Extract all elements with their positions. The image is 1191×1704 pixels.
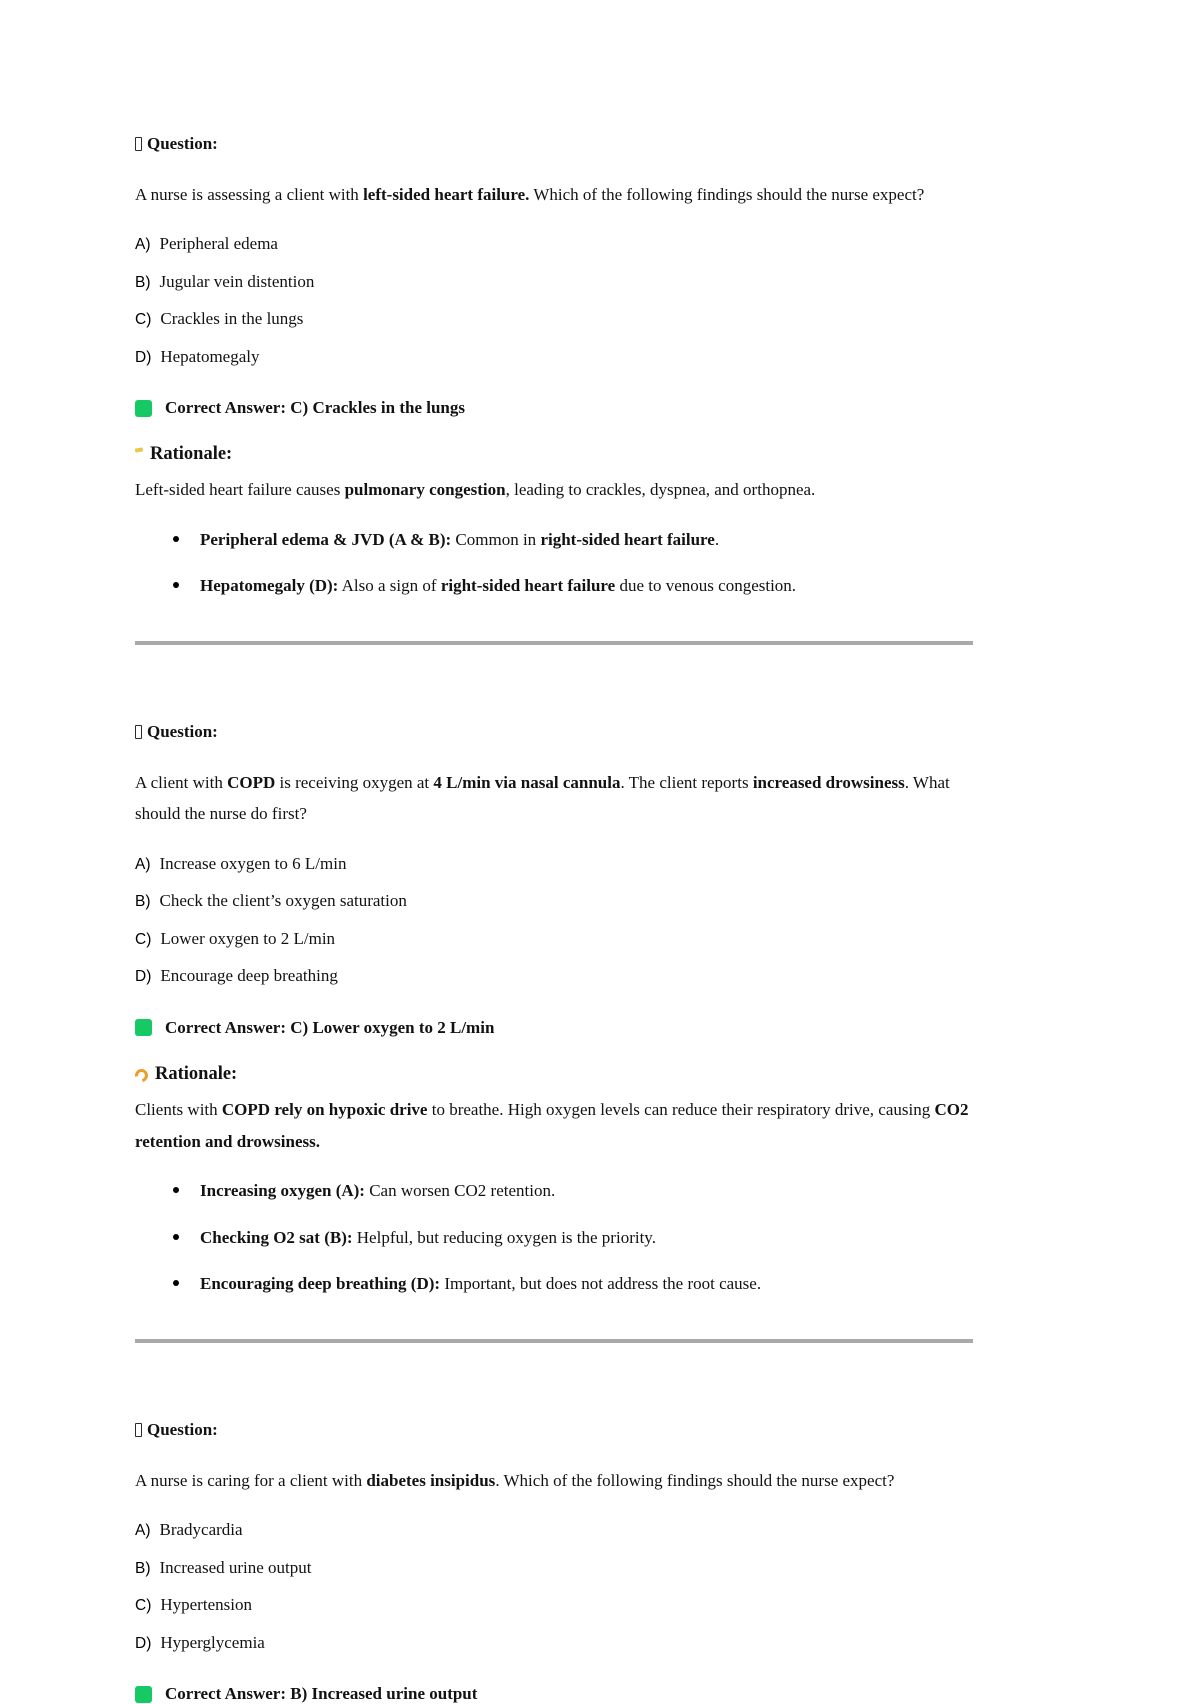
option-letter: A) — [135, 855, 151, 873]
option-row — [135, 1517, 973, 1543]
option-row — [135, 306, 973, 332]
correct-answer-text: Correct Answer: B) Increased urine output — [165, 1684, 478, 1704]
question-block — [135, 134, 973, 599]
rationale-icon — [135, 448, 144, 453]
bold-text: diabetes insipidus — [366, 1470, 496, 1490]
question-label: Question: — [147, 1419, 218, 1439]
rationale-bullet — [135, 1271, 973, 1297]
options-list — [135, 851, 973, 989]
option-text: Increased urine output — [159, 1557, 312, 1577]
rationale-label: Rationale: — [150, 444, 233, 465]
bold-text: CO2 retention and drowsiness. — [135, 1099, 969, 1151]
text: A nurse is assessing a client with — [135, 185, 364, 204]
text: Common in — [451, 529, 541, 549]
rationale-text — [135, 474, 973, 506]
option-row — [135, 926, 973, 952]
option-letter: C) — [135, 1597, 152, 1615]
rationale-text — [135, 1094, 973, 1159]
bold-text: 4 L/min via nasal cannula — [433, 772, 621, 792]
option-letter: D) — [135, 968, 152, 986]
question-stem — [135, 1465, 973, 1496]
rationale-bullet — [135, 1225, 973, 1251]
text: Also a sign of — [338, 576, 441, 596]
text: Clients with — [135, 1099, 222, 1119]
rationale-bullet — [135, 527, 973, 553]
questions-list — [135, 134, 973, 1704]
option-text: Increase oxygen to 6 L/min — [159, 853, 347, 873]
text: Can worsen CO2 retention. — [364, 1181, 556, 1201]
question-icon — [135, 1423, 142, 1437]
bold-text: COPD — [227, 772, 276, 792]
option-row — [135, 231, 973, 257]
option-letter: D) — [135, 1634, 152, 1652]
bold-text: right-sided heart failure — [540, 529, 715, 549]
option-row — [135, 1592, 973, 1618]
bold-text: Checking O2 sat (B): — [200, 1227, 353, 1247]
question-label: Question: — [147, 134, 218, 153]
text: . What should the nurse do first? — [135, 772, 950, 824]
option-text: Crackles in the lungs — [160, 309, 304, 329]
rationale-icon — [132, 1066, 150, 1084]
question-block — [135, 722, 973, 1297]
option-text: Peripheral edema — [159, 234, 278, 254]
rationale-heading — [135, 1064, 973, 1085]
option-row — [135, 851, 973, 877]
option-letter: C) — [135, 930, 152, 948]
correct-answer-row — [135, 398, 973, 418]
bold-text: COPD rely on hypoxic drive — [221, 1099, 428, 1119]
text: is receiving oxygen at — [275, 772, 434, 792]
option-letter: A) — [135, 1522, 151, 1540]
option-row — [135, 269, 973, 295]
section-divider — [135, 1339, 973, 1343]
question-header — [135, 134, 973, 154]
rationale-bullet — [135, 573, 973, 599]
option-text: Lower oxygen to 2 L/min — [160, 928, 336, 948]
question-stem — [135, 767, 973, 830]
bold-text: Hepatomegaly (D): — [200, 576, 339, 596]
rationale-bullet — [135, 1178, 973, 1204]
option-text: Hepatomegaly — [160, 346, 260, 366]
bold-text: left-sided heart failure. — [363, 185, 530, 204]
question-block — [135, 1420, 973, 1704]
text: to breathe. High oxygen levels can reduce their respiratory drive, causing — [427, 1099, 935, 1119]
option-text: Jugular vein distention — [159, 271, 315, 291]
correct-answer-text: Correct Answer: C) Crackles in the lungs — [165, 398, 465, 418]
question-header — [135, 722, 973, 742]
text: Helpful, but reducing oxygen is the priority. — [352, 1227, 656, 1247]
option-letter: A) — [135, 236, 151, 254]
text: . Which of the following findings should the nurse expect? — [495, 1470, 895, 1490]
text: Important, but does not address the root cause. — [440, 1274, 762, 1294]
option-row — [135, 963, 973, 989]
option-row — [135, 344, 973, 370]
option-text: Encourage deep breathing — [160, 966, 338, 986]
text: , leading to crackles, dyspnea, and orthopnea. — [505, 480, 816, 500]
correct-answer-text: Correct Answer: C) Lower oxygen to 2 L/min — [165, 1017, 495, 1037]
text: Which of the following findings should the nurse expect? — [529, 185, 925, 204]
question-stem — [135, 179, 973, 210]
options-list — [135, 231, 973, 369]
text: . — [714, 529, 720, 549]
option-letter: C) — [135, 311, 152, 329]
option-text: Hypertension — [160, 1595, 252, 1615]
option-letter: B) — [135, 1559, 151, 1577]
question-label: Question: — [147, 721, 218, 741]
text: . The client reports — [620, 772, 753, 792]
option-text: Check the client’s oxygen saturation — [159, 891, 407, 911]
bold-text: Increasing oxygen (A): — [200, 1181, 365, 1201]
rationale-heading — [135, 444, 973, 465]
option-row — [135, 888, 973, 914]
bold-text: Encouraging deep breathing (D): — [200, 1274, 441, 1294]
green-square-icon — [135, 400, 152, 417]
bold-text: Peripheral edema & JVD (A & B): — [200, 529, 452, 549]
question-icon — [135, 137, 142, 151]
option-row — [135, 1555, 973, 1581]
rationale-bullets — [135, 527, 973, 599]
option-letter: D) — [135, 348, 152, 366]
rationale-bullets — [135, 1178, 973, 1297]
section-divider — [135, 641, 973, 645]
text: A nurse is caring for a client with — [135, 1470, 367, 1490]
correct-answer-row — [135, 1684, 973, 1704]
bold-text: pulmonary congestion — [344, 480, 506, 500]
correct-answer-row — [135, 1018, 973, 1038]
question-header — [135, 1420, 973, 1440]
question-icon — [135, 725, 142, 739]
text: A client with — [135, 772, 228, 792]
green-square-icon — [135, 1686, 152, 1703]
option-letter: B) — [135, 893, 151, 911]
green-square-icon — [135, 1019, 152, 1036]
option-row — [135, 1630, 973, 1656]
rationale-label: Rationale: — [155, 1063, 238, 1084]
bold-text: increased drowsiness — [752, 772, 905, 792]
option-letter: B) — [135, 273, 151, 291]
option-text: Bradycardia — [159, 1520, 243, 1540]
text: due to venous congestion. — [615, 576, 797, 596]
text: Left-sided heart failure causes — [135, 480, 345, 500]
options-list — [135, 1517, 973, 1655]
option-text: Hyperglycemia — [160, 1632, 265, 1652]
bold-text: right-sided heart failure — [440, 576, 616, 596]
